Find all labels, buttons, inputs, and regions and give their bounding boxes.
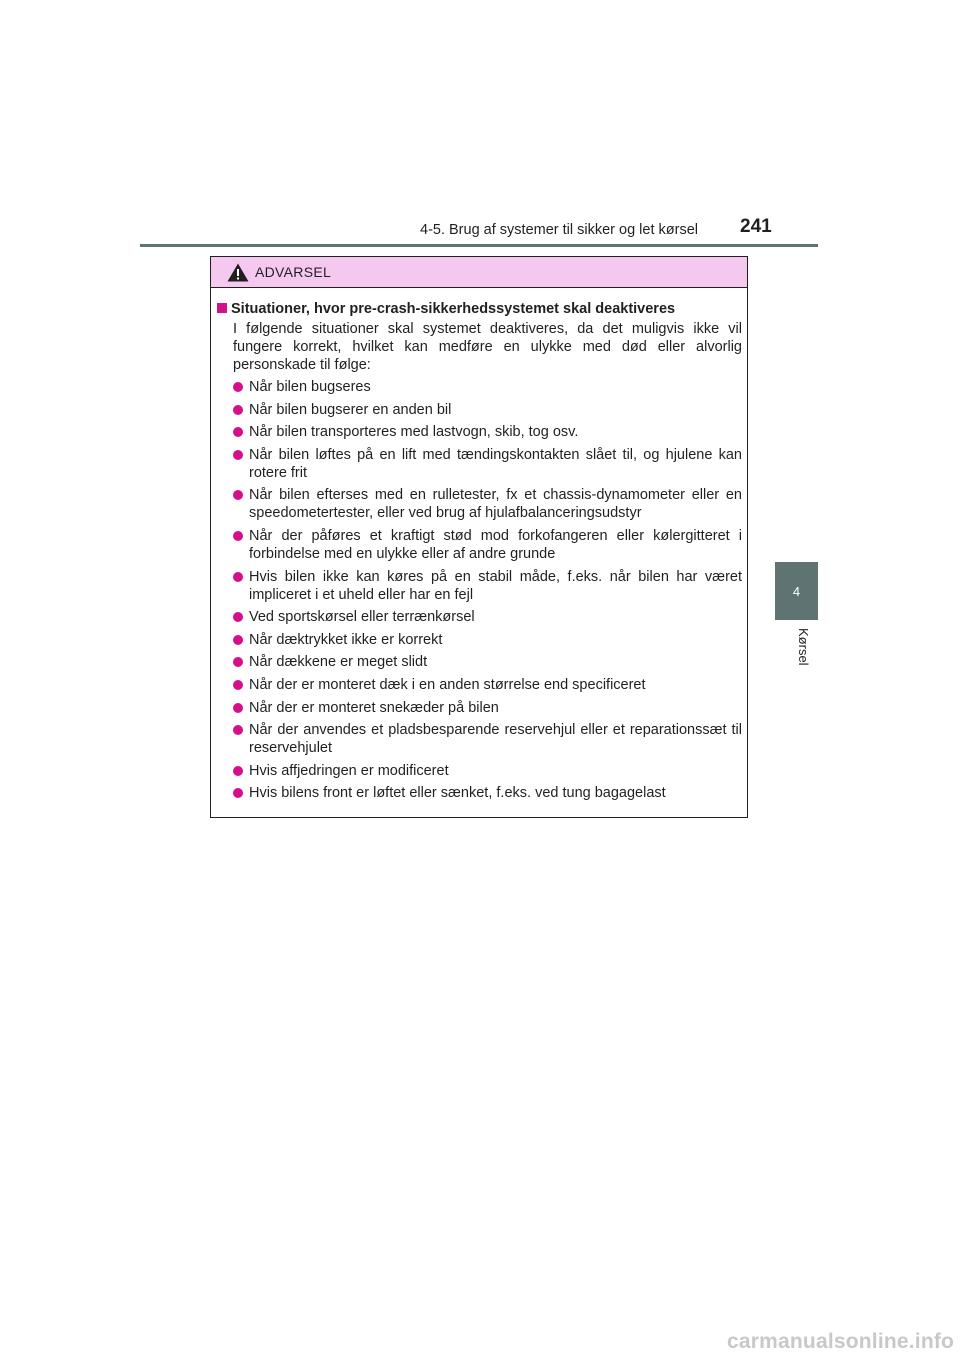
section-heading-text: Situationer, hvor pre-crash-sikkerhedssystemet skal deaktiveres <box>231 301 676 317</box>
list-item: Hvis bilen ikke kan køres på en stabil måde, f.eks. når bilen har været impliceret i et uheld eller har en fejl <box>217 568 742 604</box>
list-item: Når bilen transporteres med lastvogn, skib, tog osv. <box>217 423 742 441</box>
bullet-dot-icon <box>233 725 243 735</box>
list-item: Når bilen bugseres <box>217 378 742 396</box>
bullet-dot-icon <box>233 788 243 798</box>
warning-triangle-icon <box>227 263 249 282</box>
bullet-dot-icon <box>233 635 243 645</box>
list-item: Hvis affjedringen er modificeret <box>217 762 742 780</box>
list-item: Når der er monteret snekæder på bilen <box>217 699 742 717</box>
situation-list <box>217 378 742 802</box>
bullet-dot-icon <box>233 657 243 667</box>
list-item: Når der påføres et kraftigt stød mod forkofangeren eller kølergitteret i forbindelse med en ulykke eller af andre grunde <box>217 527 742 563</box>
list-item: Hvis bilens front er løftet eller sænket, f.eks. ved tung bagagelast <box>217 784 742 802</box>
square-bullet-icon <box>217 303 227 313</box>
header-rule <box>140 244 818 247</box>
list-item: Ved sportskørsel eller terrænkørsel <box>217 608 742 626</box>
bullet-dot-icon <box>233 680 243 690</box>
bullet-dot-icon <box>233 427 243 437</box>
watermark: carmanualsonline.info <box>727 1330 955 1353</box>
bullet-dot-icon <box>233 382 243 392</box>
bullet-dot-icon <box>233 703 243 713</box>
page-number: 241 <box>740 216 772 237</box>
bullet-dot-icon <box>233 405 243 415</box>
bullet-dot-icon <box>233 572 243 582</box>
bullet-dot-icon <box>233 612 243 622</box>
bullet-dot-icon <box>233 531 243 541</box>
warning-title: ADVARSEL <box>255 264 332 280</box>
warning-box <box>210 256 748 818</box>
bullet-dot-icon <box>233 766 243 776</box>
list-item: Når bilen løftes på en lift med tændingskontakten slået til, og hjulene kan rotere frit <box>217 446 742 482</box>
list-item: Når der anvendes et pladsbesparende reservehjul eller et reparationssæt til reservehjulet <box>217 721 742 757</box>
warning-header <box>211 257 747 288</box>
bullet-dot-icon <box>233 490 243 500</box>
intro-text: I følgende situationer skal systemet deaktiveres, da det muligvis ikke vil fungere korrekt, hvilket kan medføre en ulykke med død eller alvorlig personskade til følge: <box>233 321 742 373</box>
list-item: Når dæktrykket ikke er korrekt <box>217 631 742 649</box>
list-item: Når der er monteret dæk i en anden størrelse end specificeret <box>217 676 742 694</box>
warning-body <box>211 288 747 802</box>
chapter-number: 4 <box>792 583 801 599</box>
list-item: Når bilen efterses med en rulletester, fx et chassis-dynamometer eller en speedometertester, eller ved brug af hjulafbalanceringsudstyr <box>217 486 742 522</box>
list-item: Når dækkene er meget slidt <box>217 653 742 671</box>
section-heading <box>217 300 742 318</box>
header-section-title: 4-5. Brug af systemer til sikker og let kørsel <box>420 222 698 238</box>
chapter-label: Kørsel <box>796 628 811 666</box>
list-item: Når bilen bugserer en anden bil <box>217 401 742 419</box>
chapter-tab <box>775 562 818 620</box>
bullet-dot-icon <box>233 450 243 460</box>
